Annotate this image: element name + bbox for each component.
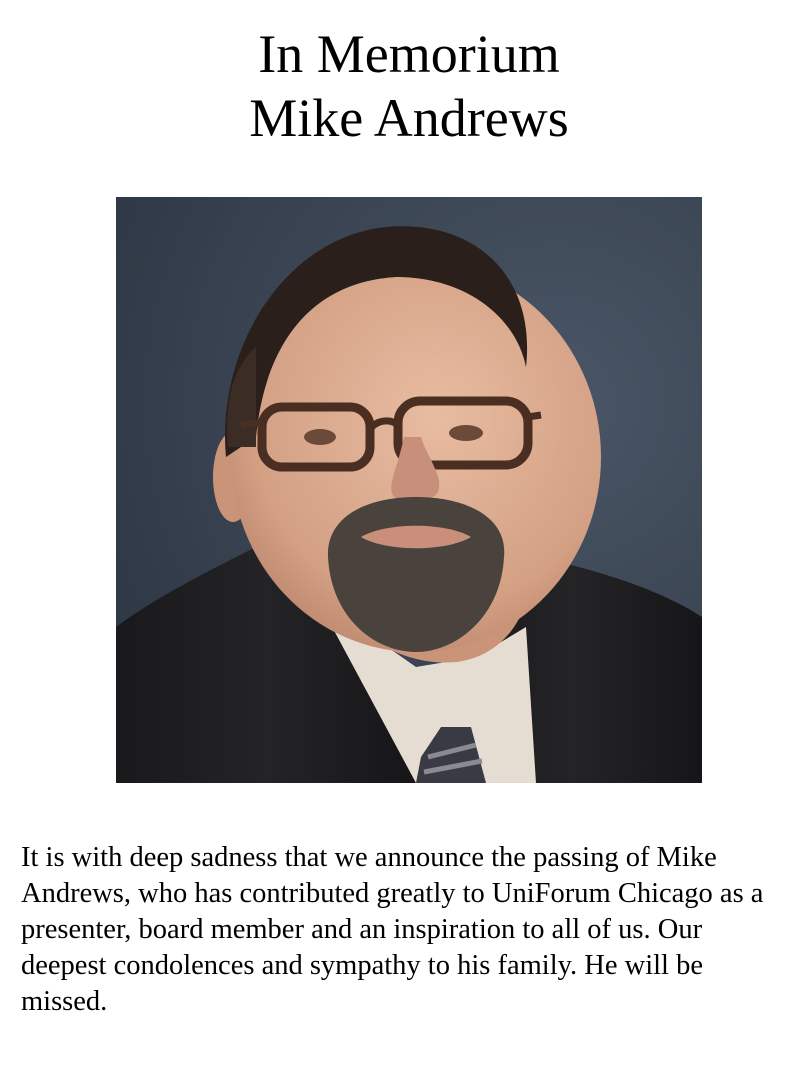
heading-line-name: Mike Andrews xyxy=(249,88,569,148)
heading-line-in-memorium: In Memorium xyxy=(258,24,560,84)
memorial-paragraph: It is with deep sadness that we announce the passing of Mike Andrews, who has contributed greatly to UniForum Chicago as a presenter, board member and an inspiration to all of us. Our deepest condolences and sympathy to his family. He will be missed. xyxy=(21,842,764,1017)
memorial-heading xyxy=(0,22,806,150)
portrait-photo xyxy=(116,197,702,783)
